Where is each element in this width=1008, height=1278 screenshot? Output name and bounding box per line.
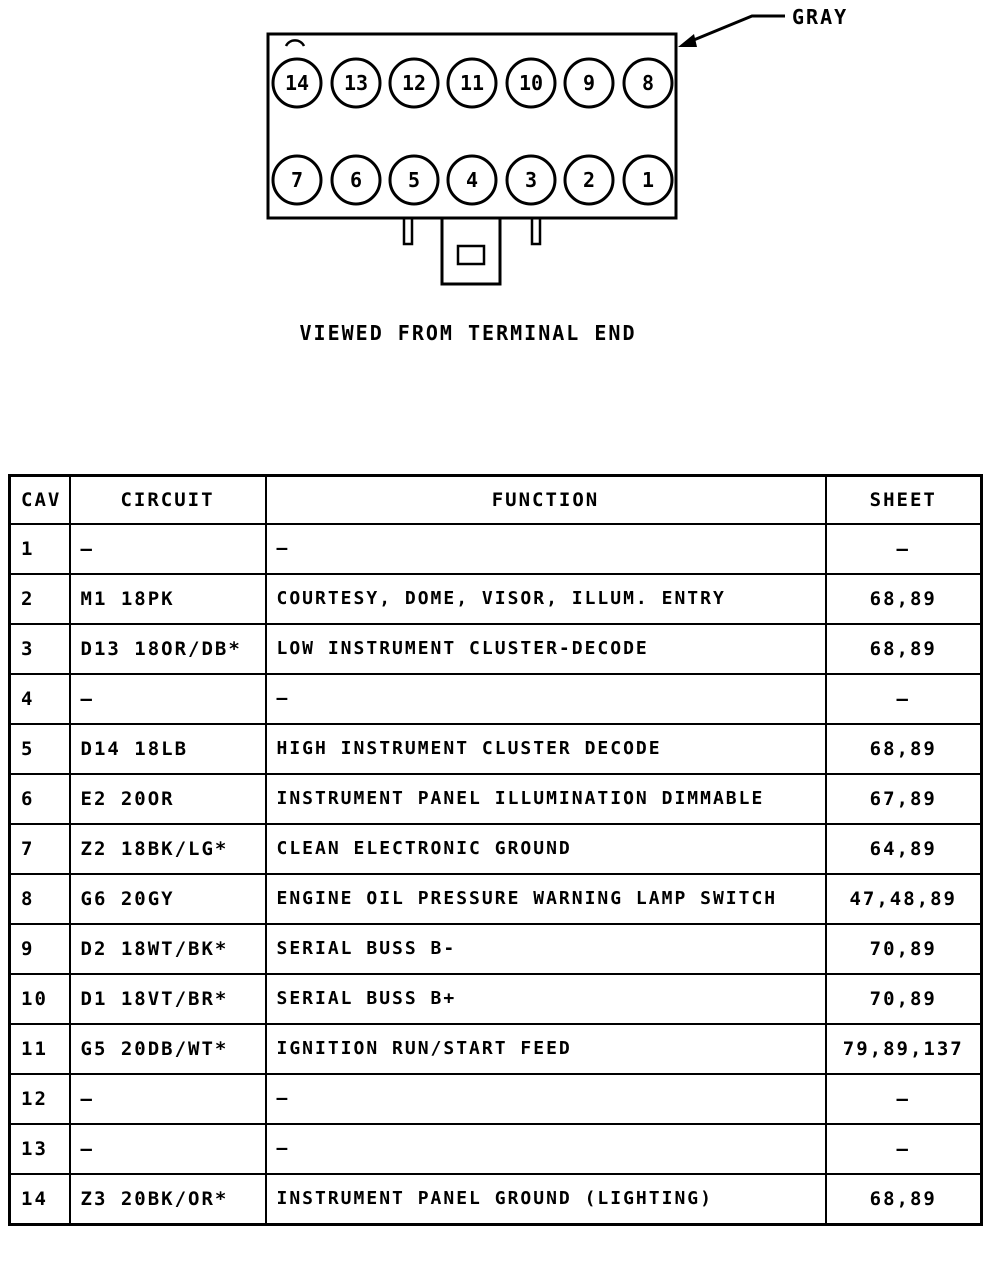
cell-sheet: — xyxy=(826,1124,982,1174)
table-row xyxy=(10,1124,982,1174)
cell-cav: 14 xyxy=(10,1174,70,1225)
cell-sheet: 64,89 xyxy=(826,824,982,874)
cell-sheet: 47,48,89 xyxy=(826,874,982,924)
table-row xyxy=(10,874,982,924)
cell-circuit: G6 20GY xyxy=(70,874,266,924)
table-row xyxy=(10,574,982,624)
cell-circuit: — xyxy=(70,524,266,574)
cell-cav: 11 xyxy=(10,1024,70,1074)
table-row xyxy=(10,1174,982,1225)
cell-circuit: Z2 18BK/LG* xyxy=(70,824,266,874)
cell-sheet: 67,89 xyxy=(826,774,982,824)
cell-function: — xyxy=(266,1074,826,1124)
locking-tab xyxy=(442,218,500,284)
locking-tab-window xyxy=(458,246,484,264)
table-row xyxy=(10,724,982,774)
connector-diagram xyxy=(0,0,1008,460)
cell-sheet: — xyxy=(826,524,982,574)
top-row-cavities xyxy=(273,59,672,107)
cell-function: HIGH INSTRUMENT CLUSTER DECODE xyxy=(266,724,826,774)
cell-circuit: D2 18WT/BK* xyxy=(70,924,266,974)
cell-circuit: — xyxy=(70,674,266,724)
cell-circuit: Z3 20BK/OR* xyxy=(70,1174,266,1225)
table-header-row xyxy=(10,476,982,525)
cavity-11-label: 11 xyxy=(459,71,485,95)
bottom-row-cavities xyxy=(273,156,672,204)
diagram-caption: VIEWED FROM TERMINAL END xyxy=(299,321,637,345)
cell-cav: 9 xyxy=(10,924,70,974)
cell-function: INSTRUMENT PANEL ILLUMINATION DIMMABLE xyxy=(266,774,826,824)
cell-cav: 13 xyxy=(10,1124,70,1174)
cavity-14-label: 14 xyxy=(284,71,310,95)
guide-post-right xyxy=(532,218,540,244)
cavity-9-label: 9 xyxy=(582,71,596,95)
cell-cav: 4 xyxy=(10,674,70,724)
cell-cav: 5 xyxy=(10,724,70,774)
cell-function: ENGINE OIL PRESSURE WARNING LAMP SWITCH xyxy=(266,874,826,924)
table-row xyxy=(10,524,982,574)
cell-function: LOW INSTRUMENT CLUSTER-DECODE xyxy=(266,624,826,674)
cavity-1-label: 1 xyxy=(641,168,655,192)
cell-cav: 12 xyxy=(10,1074,70,1124)
cell-cav: 7 xyxy=(10,824,70,874)
header-cav: CAV xyxy=(10,476,70,525)
cavity-2-label: 2 xyxy=(582,168,596,192)
cell-cav: 8 xyxy=(10,874,70,924)
cavity-10-label: 10 xyxy=(518,71,544,95)
cavity-8-label: 8 xyxy=(641,71,655,95)
cavity-6-label: 6 xyxy=(349,168,363,192)
cell-function: — xyxy=(266,1124,826,1174)
cell-function: IGNITION RUN/START FEED xyxy=(266,1024,826,1074)
cell-circuit: D1 18VT/BR* xyxy=(70,974,266,1024)
cell-function: CLEAN ELECTRONIC GROUND xyxy=(266,824,826,874)
cell-sheet: 70,89 xyxy=(826,974,982,1024)
cell-circuit: — xyxy=(70,1124,266,1174)
table-row xyxy=(10,974,982,1024)
cavity-12-label: 12 xyxy=(401,71,427,95)
cell-circuit: E2 20OR xyxy=(70,774,266,824)
gray-leader-line xyxy=(684,16,785,44)
pinout-table xyxy=(8,474,983,1226)
cell-sheet: 68,89 xyxy=(826,724,982,774)
cell-cav: 10 xyxy=(10,974,70,1024)
cell-sheet: 79,89,137 xyxy=(826,1024,982,1074)
cavity-5-label: 5 xyxy=(407,168,421,192)
cavity-3-label: 3 xyxy=(524,168,538,192)
table-row xyxy=(10,1024,982,1074)
header-circuit: CIRCUIT xyxy=(70,476,266,525)
table-row xyxy=(10,924,982,974)
header-sheet: SHEET xyxy=(826,476,982,525)
table-row xyxy=(10,674,982,724)
connector-color-label: GRAY xyxy=(792,5,849,29)
cell-circuit: D14 18LB xyxy=(70,724,266,774)
cell-cav: 1 xyxy=(10,524,70,574)
cell-circuit: M1 18PK xyxy=(70,574,266,624)
table-row xyxy=(10,824,982,874)
cell-sheet: 68,89 xyxy=(826,574,982,624)
header-function: FUNCTION xyxy=(266,476,826,525)
cell-circuit: — xyxy=(70,1074,266,1124)
gray-leader-arrowhead xyxy=(678,34,697,47)
cell-sheet: 68,89 xyxy=(826,624,982,674)
cell-circuit: G5 20DB/WT* xyxy=(70,1024,266,1074)
cell-function: — xyxy=(266,524,826,574)
cell-function: SERIAL BUSS B+ xyxy=(266,974,826,1024)
cell-cav: 3 xyxy=(10,624,70,674)
cell-sheet: 70,89 xyxy=(826,924,982,974)
table-row xyxy=(10,774,982,824)
guide-post-left xyxy=(404,218,412,244)
cavity-13-label: 13 xyxy=(343,71,369,95)
cell-function: COURTESY, DOME, VISOR, ILLUM. ENTRY xyxy=(266,574,826,624)
table-row xyxy=(10,1074,982,1124)
cavity-4-label: 4 xyxy=(465,168,479,192)
cell-cav: 6 xyxy=(10,774,70,824)
cell-sheet: — xyxy=(826,674,982,724)
cell-sheet: 68,89 xyxy=(826,1174,982,1225)
cell-function: SERIAL BUSS B- xyxy=(266,924,826,974)
cell-circuit: D13 18OR/DB* xyxy=(70,624,266,674)
cell-cav: 2 xyxy=(10,574,70,624)
cell-sheet: — xyxy=(826,1074,982,1124)
cell-function: INSTRUMENT PANEL GROUND (LIGHTING) xyxy=(266,1174,826,1225)
cavity-7-label: 7 xyxy=(290,168,304,192)
cell-function: — xyxy=(266,674,826,724)
polarizing-notch xyxy=(286,40,304,46)
table-row xyxy=(10,624,982,674)
